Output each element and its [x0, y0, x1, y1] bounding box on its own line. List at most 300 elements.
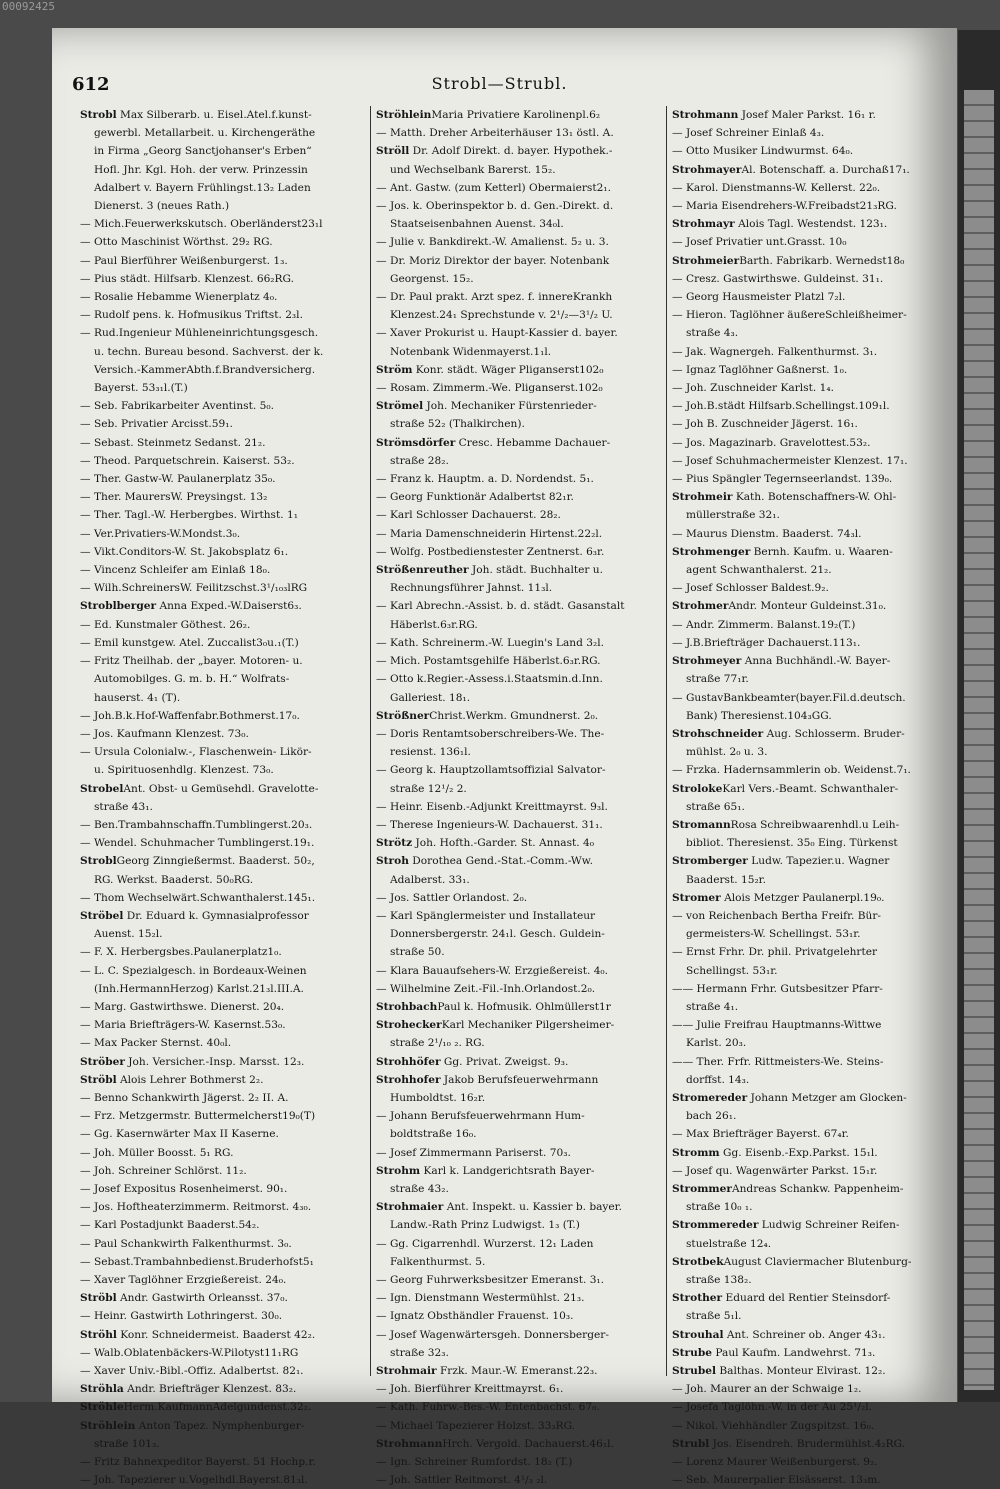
directory-entry — [80, 1380, 365, 1398]
entry-text: — F. X. Herbergsbes.Paulanerplatz1₀. — [80, 946, 282, 959]
entry-text: — Xaver Taglöhner Erzgießereist. 24₀. — [80, 1274, 287, 1286]
entry-text: — Jos. Hoftheaterzimmerm. Reitmorst. 4₃₀. — [80, 1201, 312, 1214]
directory-entry — [80, 488, 365, 506]
entry-text: — Julie v. Bankdirekt.-W. Amalienst. 5₂ u. 3. — [376, 236, 609, 249]
directory-entry — [672, 889, 957, 907]
directory-entry — [80, 561, 365, 579]
directory-entry — [672, 1471, 957, 1489]
directory-entry — [376, 634, 661, 652]
entry-text: — Karl Schlosser Dachauerst. 28₂. — [376, 509, 561, 522]
entry-text: — Paul Schankwirth Falkenthurmst. 3₀. — [80, 1237, 292, 1250]
directory-entry — [672, 1180, 957, 1198]
entry-text: — Wolfg. Postbedienstester Zentnerst. 6₃r. — [376, 545, 605, 558]
directory-entry — [80, 1125, 365, 1143]
entry-text: Adalbert v. Bayern Frühlingst.13₂ Laden — [94, 181, 311, 194]
entry-text: — Mich.Feuerwerkskutsch. Oberländerst23₁l — [80, 218, 323, 231]
entry-text: Georg Zinngießermst. Baaderst. 50₂, — [116, 855, 315, 868]
entry-surname: Ströbl — [80, 1292, 117, 1305]
entry-surname: Strohmaier — [376, 1201, 444, 1214]
entry-text: — Seb. Maurerpalier Elsässerst. 13₃m. — [672, 1474, 881, 1487]
directory-entry — [80, 124, 365, 142]
page-number: 612 — [72, 74, 110, 95]
entry-text: — Joh. Müller Boosst. 5₁ RG. — [80, 1146, 234, 1159]
directory-entry — [376, 1180, 661, 1198]
entry-text: Josef Maler Parkst. 16₁ r. — [738, 109, 876, 121]
directory-entry — [376, 561, 661, 579]
directory-entry — [80, 980, 365, 998]
directory-entry — [672, 798, 957, 816]
entry-text: Bayerst. 53₃₁l.(T.) — [94, 382, 188, 395]
directory-entry — [80, 415, 365, 433]
entry-text: — Gg. Kasernwärter Max II Kaserne. — [80, 1128, 279, 1141]
directory-entry — [376, 1253, 661, 1271]
entry-text: — Xaver Prokurist u. Haupt-Kassier d. bayer. — [376, 327, 618, 340]
directory-entry — [376, 252, 661, 270]
directory-entry — [376, 1344, 661, 1362]
entry-text: Andr. Briefträger Klenzest. 83₂. — [123, 1383, 297, 1396]
directory-entry — [672, 1016, 957, 1034]
directory-entry — [376, 980, 661, 998]
directory-entry — [672, 1453, 957, 1471]
entry-text: —— Hermann Frhr. Gutsbesitzer Pfarr- — [672, 982, 883, 995]
entry-text: Aug. Schlosserm. Bruder- — [763, 727, 905, 740]
directory-entry — [672, 142, 957, 160]
directory-entry — [376, 233, 661, 251]
entry-text: Anna Exped.-W.Daiserst6₃. — [156, 600, 302, 613]
entry-surname: Strohmenger — [672, 545, 751, 558]
directory-entry — [80, 871, 365, 889]
entry-text: — Wilhelmine Zeit.-Fil.-Inh.Orlandost.2₀. — [376, 982, 596, 995]
directory-entry — [672, 707, 957, 725]
directory-entry — [80, 761, 365, 779]
directory-entry — [376, 1125, 661, 1143]
entry-text: Konr. Schneidermeist. Baaderst 42₂. — [116, 1328, 316, 1341]
entry-text: Schellingst. 53₁r. — [686, 964, 778, 977]
entry-text: straße 43₂. — [390, 1182, 449, 1195]
directory-entry — [672, 1034, 957, 1052]
entry-text: müllerstraße 32₁. — [686, 509, 780, 522]
entry-text: — Ver.Privatiers-W.Mondst.3₀. — [80, 527, 241, 540]
directory-entry — [80, 343, 365, 361]
entry-text: straße 5₁l. — [686, 1310, 742, 1323]
directory-entry — [672, 816, 957, 834]
directory-entry — [80, 1198, 365, 1216]
directory-entry — [80, 142, 365, 160]
entry-text: Adalberst. 33₁. — [390, 873, 470, 886]
directory-entry — [672, 343, 957, 361]
directory-entry — [376, 907, 661, 925]
entry-text: — Jos. Sattler Orlandost. 2₀. — [376, 891, 528, 904]
directory-entry — [672, 579, 957, 597]
entry-text: straße 43₁. — [94, 800, 153, 813]
entry-text: Versich.-KammerAbth.f.Brandversicherg. — [94, 363, 316, 376]
entry-surname: Strobel — [80, 782, 124, 795]
entry-text: Hofl. Jhr. Kgl. Hoh. der verw. Prinzessin — [94, 163, 308, 176]
directory-entry — [376, 1471, 661, 1489]
directory-entry — [672, 761, 957, 779]
entry-text: — Emil kunstgew. Atel. Zuccalist3₀u.₁(T.) — [80, 636, 299, 649]
entry-text: — Wendel. Schuhmacher Tumblingerst.19₁. — [80, 837, 315, 850]
directory-entry — [376, 543, 661, 561]
directory-entry — [672, 197, 957, 215]
directory-entry — [672, 252, 957, 270]
entry-text: — Paul Bierführer Weißenburgerst. 1₃. — [80, 254, 288, 267]
entry-text: — Seb. Fabrikarbeiter Aventinst. 5₀. — [80, 400, 274, 413]
directory-entry — [80, 1398, 365, 1416]
directory-entry — [376, 124, 661, 142]
directory-entry — [80, 652, 365, 670]
entry-surname: Strohmair — [376, 1365, 437, 1378]
directory-entry — [80, 179, 365, 197]
entry-text: — Georg Hausmeister Platzl 7₂l. — [672, 291, 846, 304]
directory-entry — [376, 761, 661, 779]
entry-text: Donnersbergerstr. 24₁l. Gesch. Guldein- — [390, 928, 605, 941]
directory-entry — [376, 816, 661, 834]
directory-entry — [80, 233, 365, 251]
directory-entry — [672, 324, 957, 342]
entry-text: — Rud.Ingenieur Mühleneinrichtungsgesch. — [80, 327, 319, 340]
directory-entry — [672, 725, 957, 743]
directory-entry — [672, 179, 957, 197]
entry-text: straße 138₂. — [686, 1274, 752, 1286]
directory-entry — [376, 925, 661, 943]
entry-text: Max Silberarb. u. Eisel.Atel.f.kunst- — [116, 109, 312, 121]
entry-text: — Frzka. Hadernsammlerin ob. Weidenst.7₁. — [672, 764, 911, 777]
entry-text: straße 12¹/₂ 2. — [390, 782, 467, 795]
directory-entry — [376, 343, 661, 361]
entry-text: Al. Botenschaff. a. Durchaß17₁. — [741, 163, 910, 176]
entry-text: Joh. Versicher.-Insp. Marsst. 12₃. — [124, 1055, 305, 1068]
entry-surname: Strobl — [80, 855, 117, 868]
entry-text: — Dr. Moriz Direktor der bayer. Notenbank — [376, 254, 610, 267]
entry-surname: Strohmann — [376, 1437, 443, 1450]
directory-entry — [80, 1453, 365, 1471]
directory-entry — [80, 616, 365, 634]
directory-entry — [672, 834, 957, 852]
directory-entry — [80, 998, 365, 1016]
entry-text: gewerbl. Metallarbeit. u. Kirchengeräthe — [94, 127, 316, 140]
entry-text: Gg. Eisenb.-Exp.Parkst. 15₁l. — [719, 1146, 878, 1159]
entry-text: Konr. städt. Wäger Pliganserst102₀ — [412, 363, 604, 376]
entry-text: Humboldtst. 16₂r. — [390, 1091, 486, 1104]
directory-entry — [376, 852, 661, 870]
entry-text: August Claviermacher Blutenburg- — [723, 1255, 912, 1268]
entry-surname: Strohmer — [672, 600, 729, 613]
entry-surname: Strohmeyer — [672, 655, 742, 668]
entry-surname: Strubel — [672, 1365, 716, 1378]
entry-text: bibliot. Theresienst. 35₀ Eing. Türkenst — [686, 837, 898, 850]
directory-entry — [376, 324, 661, 342]
directory-entry — [672, 434, 957, 452]
page-edge-shadow — [958, 30, 1000, 1402]
entry-text: — Pius städt. Hilfsarb. Klenzest. 66₂RG. — [80, 272, 294, 285]
entry-text: (Inh.HermannHerzog) Karlst.21₃l.III.A. — [94, 982, 304, 995]
entry-surname: Ströbl — [80, 1073, 117, 1086]
directory-entry — [672, 361, 957, 379]
entry-text: Frzk. Maur.-W. Emeranst.22₃. — [436, 1365, 598, 1378]
directory-entry — [672, 670, 957, 688]
directory-entry — [672, 689, 957, 707]
directory-entry — [376, 179, 661, 197]
entry-surname: Strohschneider — [672, 727, 764, 740]
entry-text: straße 2¹/₁₀ ₂. RG. — [390, 1037, 485, 1050]
entry-text: — Maria Damenschneiderin Hirtenst.22₂l. — [376, 527, 603, 540]
entry-text: — Joh.B.städt Hilfsarb.Schellingst.109₁l. — [672, 400, 890, 413]
directory-entry — [80, 106, 365, 124]
directory-entry — [80, 1253, 365, 1271]
entry-text: straße 10₀ ₁. — [686, 1201, 753, 1214]
directory-entry — [376, 1289, 661, 1307]
entry-text: Alois Lehrer Bothmerst 2₂. — [116, 1073, 264, 1086]
directory-entry — [80, 161, 365, 179]
directory-entry — [672, 871, 957, 889]
entry-text: Gg. Privat. Zweigst. 9₃. — [440, 1055, 569, 1068]
entry-text: — Jak. Wagnergeh. Falkenthurmst. 3₁. — [672, 345, 878, 358]
directory-entry — [80, 1107, 365, 1125]
entry-surname: Strubl — [672, 1437, 710, 1450]
entry-text: — Joh B. Zuschneider Jägerst. 16₁. — [672, 418, 858, 431]
entry-text: — Seb. Privatier Arcisst.59₁. — [80, 418, 233, 431]
entry-text: — Therese Ingenieurs-W. Dachauerst. 31₁. — [376, 818, 603, 831]
entry-text: — Ther. Tagl.-W. Herbergbes. Wirthst. 1₁ — [80, 509, 298, 522]
entry-text: — Josef Privatier unt.Grasst. 10₀ — [672, 236, 847, 249]
entry-surname: Ströhla — [80, 1383, 124, 1396]
directory-entry — [376, 1144, 661, 1162]
directory-entry — [376, 1235, 661, 1253]
directory-entry — [672, 452, 957, 470]
entry-text: — Joh. Maurer an der Schwaige 1₂. — [672, 1383, 862, 1396]
entry-text: — Cresz. Gastwirthswe. Guldeinst. 31₁. — [672, 272, 884, 285]
entry-text: — Ther. Gastw-W. Paulanerplatz 35₀. — [80, 473, 276, 486]
directory-entry — [672, 743, 957, 761]
directory-entry — [80, 288, 365, 306]
directory-entry — [80, 1289, 365, 1307]
entry-text: straße 28₂. — [390, 454, 449, 467]
entry-text: — Michael Tapezierer Holzst. 33₃RG. — [376, 1419, 576, 1432]
directory-entry — [376, 1380, 661, 1398]
directory-entry — [80, 1162, 365, 1180]
entry-text: — Josef Expositus Rosenheimerst. 90₁. — [80, 1182, 288, 1195]
directory-entry — [376, 1053, 661, 1071]
entry-text: — Jos. k. Oberinspektor b. d. Gen.-Direkt. d. — [376, 200, 614, 213]
directory-entry — [672, 561, 957, 579]
directory-entry — [80, 215, 365, 233]
directory-entry — [80, 1417, 365, 1435]
entry-surname: Strommereder — [672, 1219, 759, 1232]
directory-entry — [672, 306, 957, 324]
entry-text: — Josef Wagenwärtersgeh. Donnersberger- — [376, 1328, 609, 1341]
entry-text: Rosa Schreibwaarenhdl.u Leih- — [730, 818, 900, 831]
entry-text: — Maria Eisendrehers-W.Freibadst21₃RG. — [672, 200, 897, 213]
entry-text: — Joh. Schreiner Schlörst. 11₂. — [80, 1164, 247, 1177]
directory-entry — [80, 743, 365, 761]
entry-text: boldtstraße 16₀. — [390, 1128, 477, 1141]
directory-entry — [672, 780, 957, 798]
directory-entry — [80, 1471, 365, 1489]
directory-entry — [672, 288, 957, 306]
entry-surname: Ströber — [80, 1055, 125, 1068]
entry-text: Ant. Schreiner ob. Anger 43₁. — [723, 1328, 886, 1341]
entry-text: — Joh. Bierführer Kreittmayrst. 6₁. — [376, 1383, 564, 1396]
directory-entry — [672, 415, 957, 433]
entry-surname: Ström — [376, 363, 413, 376]
entry-text: — Andr. Zimmerm. Balanst.19₂(T.) — [672, 618, 856, 631]
entry-surname: Strohmann — [672, 109, 739, 121]
entry-text: — Benno Schankwirth Jägerst. 2₂ II. A. — [80, 1091, 289, 1104]
entry-text: straße 65₁. — [686, 800, 745, 813]
entry-text: — Kath. Fuhrw.-Bes.-W. Entenbachst. 67₀. — [376, 1401, 600, 1414]
directory-entry — [376, 1016, 661, 1034]
directory-entry — [376, 780, 661, 798]
entry-text: Dr. Eduard k. Gymnasialprofessor — [123, 909, 309, 922]
directory-entry — [672, 506, 957, 524]
entry-text: — von Reichenbach Bertha Freifr. Bür- — [672, 909, 881, 922]
directory-entry — [672, 470, 957, 488]
directory-entry — [376, 434, 661, 452]
entry-text: — Nikol. Viehhändler Zugspitzst. 16₀. — [672, 1419, 875, 1432]
directory-entry — [80, 1435, 365, 1453]
entry-surname: Stromann — [672, 818, 731, 831]
directory-entry — [80, 506, 365, 524]
entry-text: Falkenthurmst. 5. — [390, 1255, 486, 1268]
entry-text: straße 77₁r. — [686, 673, 749, 686]
entry-text: — Vikt.Conditors-W. St. Jakobsplatz 6₁. — [80, 545, 289, 558]
directory-entry — [672, 980, 957, 998]
entry-text: — Dr. Paul prakt. Arzt spez. f. innereKrankh — [376, 291, 613, 304]
entry-text: Joh. Mechaniker Fürstenrieder- — [423, 400, 597, 413]
directory-entry — [80, 816, 365, 834]
directory-entry — [376, 889, 661, 907]
directory-entry — [672, 1089, 957, 1107]
entry-text: Hrch. Vergold. Dachauerst.46₁l. — [442, 1437, 614, 1450]
directory-entry — [80, 1016, 365, 1034]
entry-text: — Kath. Schreinerm.-W. Luegin's Land 3₂l. — [376, 636, 604, 649]
entry-text: — Joh. Sattler Reitmorst. 4¹/₃ ₂l. — [376, 1474, 548, 1487]
entry-surname: Stromereder — [672, 1091, 748, 1104]
directory-entry — [672, 925, 957, 943]
scan-stamp: 00092425 — [2, 0, 55, 13]
entry-surname: Ströhle — [80, 1401, 124, 1414]
entry-text: straße 50. — [390, 946, 445, 959]
directory-entry — [80, 543, 365, 561]
entry-text: — Heinr. Eisenb.-Adjunkt Kreittmayrst. 9₃l. — [376, 800, 608, 813]
directory-entry — [376, 379, 661, 397]
entry-surname: Strohmeir — [672, 491, 733, 504]
directory-entry — [80, 597, 365, 615]
entry-text: germeisters-W. Schellingst. 53₁r. — [686, 928, 861, 941]
entry-text: — Mich. Postamtsgehilfe Häberlst.6₃r.RG. — [376, 655, 601, 668]
directory-entry — [80, 306, 365, 324]
directory-entry — [376, 798, 661, 816]
directory-entry — [80, 1326, 365, 1344]
entry-text: — Ther. MaurersW. Preysingst. 13₂ — [80, 491, 268, 504]
entry-text: — Joh. Zuschneider Karlst. 1₄. — [672, 382, 834, 395]
entry-surname: Ströll — [376, 145, 410, 158]
entry-text: Alois Metzger Paulanerpl.19₀. — [720, 891, 885, 904]
entry-text: mühlst. 2₀ u. 3. — [686, 746, 768, 759]
directory-entry — [376, 1271, 661, 1289]
entry-text: Johann Metzger am Glocken- — [747, 1091, 907, 1104]
directory-entry — [376, 197, 661, 215]
entry-text: Andr. Monteur Guldeinst.31₀. — [728, 600, 887, 613]
entry-surname: Stroh — [376, 855, 409, 868]
entry-surname: Strohecker — [376, 1019, 442, 1032]
entry-surname: Strohmeier — [672, 254, 740, 267]
directory-entry — [672, 1071, 957, 1089]
directory-entry — [672, 597, 957, 615]
directory-entry — [672, 962, 957, 980]
entry-text: Anna Buchhändl.-W. Bayer- — [741, 655, 891, 668]
entry-text: — Ed. Kunstmaler Göthest. 26₂. — [80, 618, 251, 631]
directory-entry — [80, 689, 365, 707]
entry-text: Herm.KaufmannAdelgundenst.32₂. — [123, 1401, 312, 1414]
entry-text: — Maria Briefträgers-W. Kasernst.53₀. — [80, 1019, 286, 1032]
directory-entry — [672, 270, 957, 288]
entry-text: Häberlst.6₃r.RG. — [390, 618, 478, 631]
entry-surname: Strobl — [80, 109, 117, 121]
entry-text: — J.B.Briefträger Dachauerst.113₁. — [672, 636, 861, 649]
directory-entry — [80, 361, 365, 379]
entry-text: — Jos. Magazinarb. Gravelottest.53₂. — [672, 436, 871, 449]
directory-entry — [376, 306, 661, 324]
entry-text: Barth. Fabrikarb. Wernedst18₀ — [739, 254, 905, 267]
entry-text: Dienerst. 3 (neues Rath.) — [94, 200, 230, 213]
directory-entry — [376, 1107, 661, 1125]
entry-text: Cresc. Hebamme Dachauer- — [455, 436, 611, 449]
next-page-edge — [964, 90, 994, 1390]
entry-text: Ant. Obst- u Gemüsehdl. Gravelotte- — [123, 782, 319, 795]
entry-text: — Frz. Metzgermstr. Buttermelcherst19₀(T) — [80, 1110, 316, 1123]
entry-surname: Strohhofer — [376, 1073, 441, 1086]
directory-entry — [672, 161, 957, 179]
entry-text: — Ernst Frhr. Dr. phil. Privatgelehrter — [672, 946, 878, 959]
directory-entry — [376, 689, 661, 707]
directory-entry — [376, 998, 661, 1016]
directory-entry — [80, 379, 365, 397]
directory-entry — [376, 707, 661, 725]
directory-entry — [672, 525, 957, 543]
directory-entry — [80, 1144, 365, 1162]
directory-entry — [80, 579, 365, 597]
entry-surname: Strömel — [376, 400, 424, 413]
directory-entry — [80, 725, 365, 743]
directory-entry — [672, 1398, 957, 1416]
entry-text: Baaderst. 15₂r. — [686, 873, 766, 886]
entry-text: — Ursula Colonialw.-, Flaschenwein- Likör- — [80, 746, 312, 759]
column-2 — [376, 106, 661, 1487]
entry-text: straße 101₃. — [94, 1437, 160, 1450]
directory-entry — [672, 1235, 957, 1253]
directory-entry — [376, 943, 661, 961]
directory-entry — [672, 1362, 957, 1380]
directory-entry — [376, 142, 661, 160]
directory-entry — [376, 488, 661, 506]
directory-entry — [672, 124, 957, 142]
directory-entry — [376, 506, 661, 524]
directory-entry — [376, 743, 661, 761]
entry-text: — Rudolf pens. k. Hofmusikus Triftst. 2₃l. — [80, 309, 303, 322]
entry-text: — Max Briefträger Bayerst. 67₄r. — [672, 1128, 849, 1141]
directory-entry — [80, 197, 365, 215]
directory-entry — [376, 597, 661, 615]
entry-text: Bernh. Kaufm. u. Waaren- — [750, 545, 893, 558]
directory-entry — [80, 852, 365, 870]
entry-text: —— Julie Freifrau Hauptmanns-Wittwe — [672, 1019, 882, 1032]
directory-entry — [672, 1198, 957, 1216]
entry-text: Jakob Berufsfeuerwehrmann — [440, 1073, 599, 1086]
directory-entry — [80, 1071, 365, 1089]
entry-text: Dorothea Gend.-Stat.-Comm.-Ww. — [408, 855, 593, 868]
